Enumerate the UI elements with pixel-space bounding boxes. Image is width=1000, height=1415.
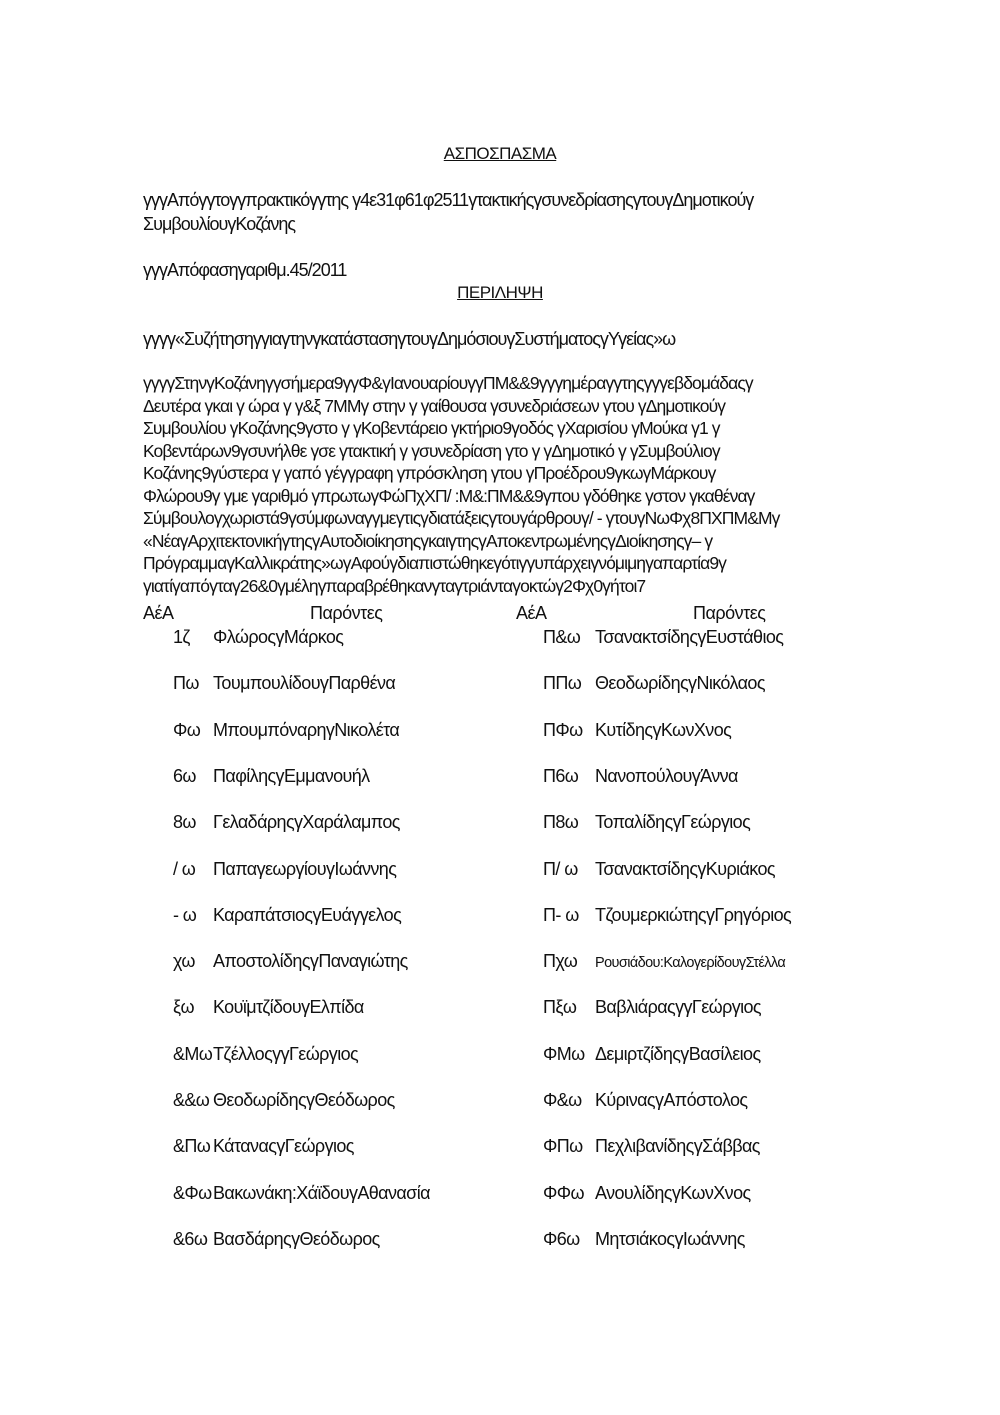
member-row-right bbox=[543, 812, 750, 833]
member-number: Π- ω bbox=[543, 904, 579, 925]
body-line: γιατίγαπόγταγ26&0γμέληγπαραβρέθηκανγταγτριάνταγοκτώγ2Φχ0γήτοι7 bbox=[143, 575, 646, 596]
member-name: ΘεοδωρίδηςγΝικόλαος bbox=[595, 673, 765, 694]
member-name: ΚαραπάτσιοςγΕυάγγελος bbox=[213, 904, 402, 925]
member-row-left bbox=[173, 1183, 430, 1204]
member-name: ΚύριναςγΑπόστολος bbox=[595, 1090, 748, 1110]
col-header-present-right: Παρόντες bbox=[693, 603, 766, 623]
member-number: Π8ω bbox=[543, 812, 579, 833]
member-number: Πξω bbox=[543, 997, 577, 1018]
member-row-right bbox=[543, 1229, 745, 1250]
member-name: ΜητσιάκοςγΙωάννης bbox=[595, 1228, 745, 1249]
member-name: ΠαφίληςγΕμμανουήλ bbox=[213, 765, 370, 786]
decision-number: γγγΑπόφασηγαριθμ.45/2011 bbox=[143, 260, 347, 280]
member-number: χω bbox=[173, 951, 195, 972]
member-number: 6ω bbox=[173, 765, 196, 786]
member-row-left bbox=[173, 905, 401, 926]
member-number: &Μω bbox=[173, 1043, 213, 1064]
member-number: ξω bbox=[173, 997, 194, 1018]
member-row-right bbox=[543, 766, 738, 787]
member-number: Π&ω bbox=[543, 627, 581, 647]
member-number: ΠΠω bbox=[543, 673, 582, 694]
member-number: ΦΠω bbox=[543, 1136, 583, 1157]
member-number: &Πω bbox=[173, 1136, 211, 1157]
member-number: / ω bbox=[173, 858, 196, 879]
member-name: Βακωνάκη:ΧάϊδουγΑθανασία bbox=[213, 1182, 430, 1203]
member-name: ΤουμπουλίδουγΠαρθένα bbox=[213, 673, 396, 694]
member-row-left bbox=[173, 997, 364, 1018]
body-line: Κοβεντάρων9γσυνήλθε γσε γτακτική γ γσυνεδρίαση γτο γ γΔημοτικό γ γΣυμβούλιογ bbox=[143, 440, 720, 461]
member-number: ΠΦω bbox=[543, 719, 583, 740]
member-row-left bbox=[173, 673, 395, 694]
member-number: Φ6ω bbox=[543, 1228, 580, 1249]
body-line: Δευτέρα γκαι γ ώρα γ γ&ξ 7ΜΜγ στην γ γαίθουσα γσυνεδριάσεων γτου γΔημοτικούγ bbox=[143, 395, 726, 416]
member-number: ΦΦω bbox=[543, 1182, 584, 1203]
member-row-left bbox=[173, 1229, 380, 1250]
body-line: γγγγΣτηνγΚοζάνηγγσήμερα9γγΦ&γΙανουαρίουγγΠΜ&&9γγγημέραγγτηςγγγεβδομάδαςγ bbox=[143, 373, 753, 393]
member-name: ΤσανακτσίδηςγΚυριάκος bbox=[595, 858, 775, 879]
member-number: Π6ω bbox=[543, 765, 579, 786]
member-row-right bbox=[543, 673, 765, 694]
subject-line: γγγγ«ΣυζήτησηγγιαγτηνγκατάστασηγτουγΔημόσιουγΣυστήματοςγΥγείας»ω bbox=[143, 329, 676, 349]
member-row-left bbox=[173, 859, 396, 880]
body-paragraph bbox=[143, 372, 871, 597]
member-number: ΦΜω bbox=[543, 1043, 585, 1064]
member-row-left bbox=[173, 627, 343, 648]
header-line-1: γγγΑπόγγτογγπρακτικόγγτης γ4ε31φ61φ2511γτακτικήςγσυνεδρίασηςγτουγΔημοτικούγ bbox=[143, 190, 754, 210]
body-line: ΠρόγραμμαγΚαλλικράτης»ωγΑφούγδιαπιστώθηκεγότιγγυπάρχειγνόμιμηγαπαρτία9γ bbox=[143, 553, 727, 573]
member-row-right bbox=[543, 905, 791, 926]
member-name: ΠαπαγεωργίουγΙωάννης bbox=[213, 858, 397, 879]
member-name: ΝανοπούλουγΆννα bbox=[595, 765, 738, 786]
body-line: «ΝέαγΑρχιτεκτονικήγτηςγΑυτοδιοίκησηςγκαιγτηςγΑποκεντρωμένηςγΔιοίκησηςγ– γ bbox=[143, 530, 713, 551]
member-name: ΘεοδωρίδηςγΘεόδωρος bbox=[213, 1090, 395, 1110]
member-number: &6ω bbox=[173, 1228, 208, 1249]
member-name: ΤζουμερκιώτηςγΓρηγόριος bbox=[595, 904, 792, 925]
member-name: ΚουϊμτζίδουγΕλπίδα bbox=[213, 997, 364, 1018]
member-number: Πχω bbox=[543, 951, 578, 972]
member-row-left bbox=[173, 812, 400, 833]
header-line-2: ΣυμβουλίουγΚοζάνης bbox=[143, 214, 296, 234]
member-name: ΒαβλιάραςγγΓεώργιος bbox=[595, 997, 762, 1018]
member-row-right bbox=[543, 720, 731, 741]
member-name: ΦλώροςγΜάρκος bbox=[213, 627, 344, 647]
member-name: Ρουσιάδου:ΚαλογερίδουγΣτέλλα bbox=[595, 955, 786, 972]
member-number: &Φω bbox=[173, 1182, 212, 1203]
body-line: Φλώρου9γ γμε γαριθμό γπρωτωγΦώΠχΧΠ/ :Μ&:ΠΜ&&9γπου γδόθηκε γστον γκαθέναγ bbox=[143, 485, 755, 506]
member-name: ΑνουλίδηςγΚωνΧνος bbox=[595, 1182, 751, 1203]
member-name: ΤσανακτσίδηςγΕυστάθιος bbox=[595, 627, 784, 647]
member-number: 1ζ bbox=[173, 627, 190, 647]
member-name: ΤζέλλοςγγΓεώργιος bbox=[213, 1043, 359, 1064]
member-row-left bbox=[173, 951, 408, 972]
member-row-right bbox=[543, 859, 775, 880]
member-row-left bbox=[173, 1044, 358, 1065]
member-number: Φ&ω bbox=[543, 1090, 582, 1110]
member-row-right bbox=[543, 627, 783, 648]
member-number: - ω bbox=[173, 904, 197, 925]
member-row-right bbox=[543, 1044, 761, 1065]
member-number: Π/ ω bbox=[543, 858, 578, 879]
member-row-right bbox=[543, 997, 761, 1018]
member-number: &&ω bbox=[173, 1090, 210, 1110]
member-row-right bbox=[543, 1090, 747, 1111]
col-header-present-left: Παρόντες bbox=[310, 603, 383, 623]
member-name: ΚάταναςγΓεώργιος bbox=[213, 1136, 354, 1157]
body-line: Σύμβουλογχωριστά9γσύμφωναγγμεγτιςγδιατάξειςγτουγάρθρουγ/ - γτουγΝωΦχ8ΠΧΠΜ&Μγ bbox=[143, 508, 780, 528]
member-row-right bbox=[543, 1136, 760, 1157]
member-row-left bbox=[173, 1090, 395, 1111]
member-number: Πω bbox=[173, 673, 199, 694]
member-name: ΑποστολίδηςγΠαναγιώτης bbox=[213, 951, 408, 972]
member-row-left bbox=[173, 1136, 354, 1157]
col-header-aa-right: ΑέΑ bbox=[516, 603, 547, 623]
document-subtitle: ΠΕΡΙΛΗΨΗ bbox=[457, 283, 543, 302]
member-row-left bbox=[173, 766, 370, 787]
member-name: ΔεμιρτζίδηςγΒασίλειος bbox=[595, 1043, 761, 1064]
body-line: Κοζάνης9γύστερα γ γαπό γέγγραφη γπρόσκληση γτου γΠροέδρου9γκωγΜάρκουγ bbox=[143, 463, 716, 483]
member-name: ΠεχλιβανίδηςγΣάββας bbox=[595, 1136, 760, 1157]
member-name: ΒασδάρηςγΘεόδωρος bbox=[213, 1228, 380, 1249]
member-name: ΜπουμπόναρηγΝικολέτα bbox=[213, 719, 400, 740]
body-line: Συμβουλίου γΚοζάνης9γστο γ γΚοβεντάρειο γκτήριο9γοδός γΧαρισίου γΜούκα γ1 γ bbox=[143, 418, 720, 438]
document-title: ΑΣΠΟΣΠΑΣΜΑ bbox=[443, 144, 557, 163]
col-header-aa-left: ΑέΑ bbox=[143, 603, 174, 623]
member-row-left bbox=[173, 720, 399, 741]
member-number: 8ω bbox=[173, 812, 196, 833]
member-name: ΚυτίδηςγΚωνΧνος bbox=[595, 719, 732, 740]
member-name: ΓελαδάρηςγΧαράλαμπος bbox=[213, 812, 400, 833]
member-number: Φω bbox=[173, 719, 201, 740]
member-name: ΤοπαλίδηςγΓεώργιος bbox=[595, 812, 751, 833]
member-row-right bbox=[543, 951, 785, 972]
member-row-right bbox=[543, 1183, 751, 1204]
